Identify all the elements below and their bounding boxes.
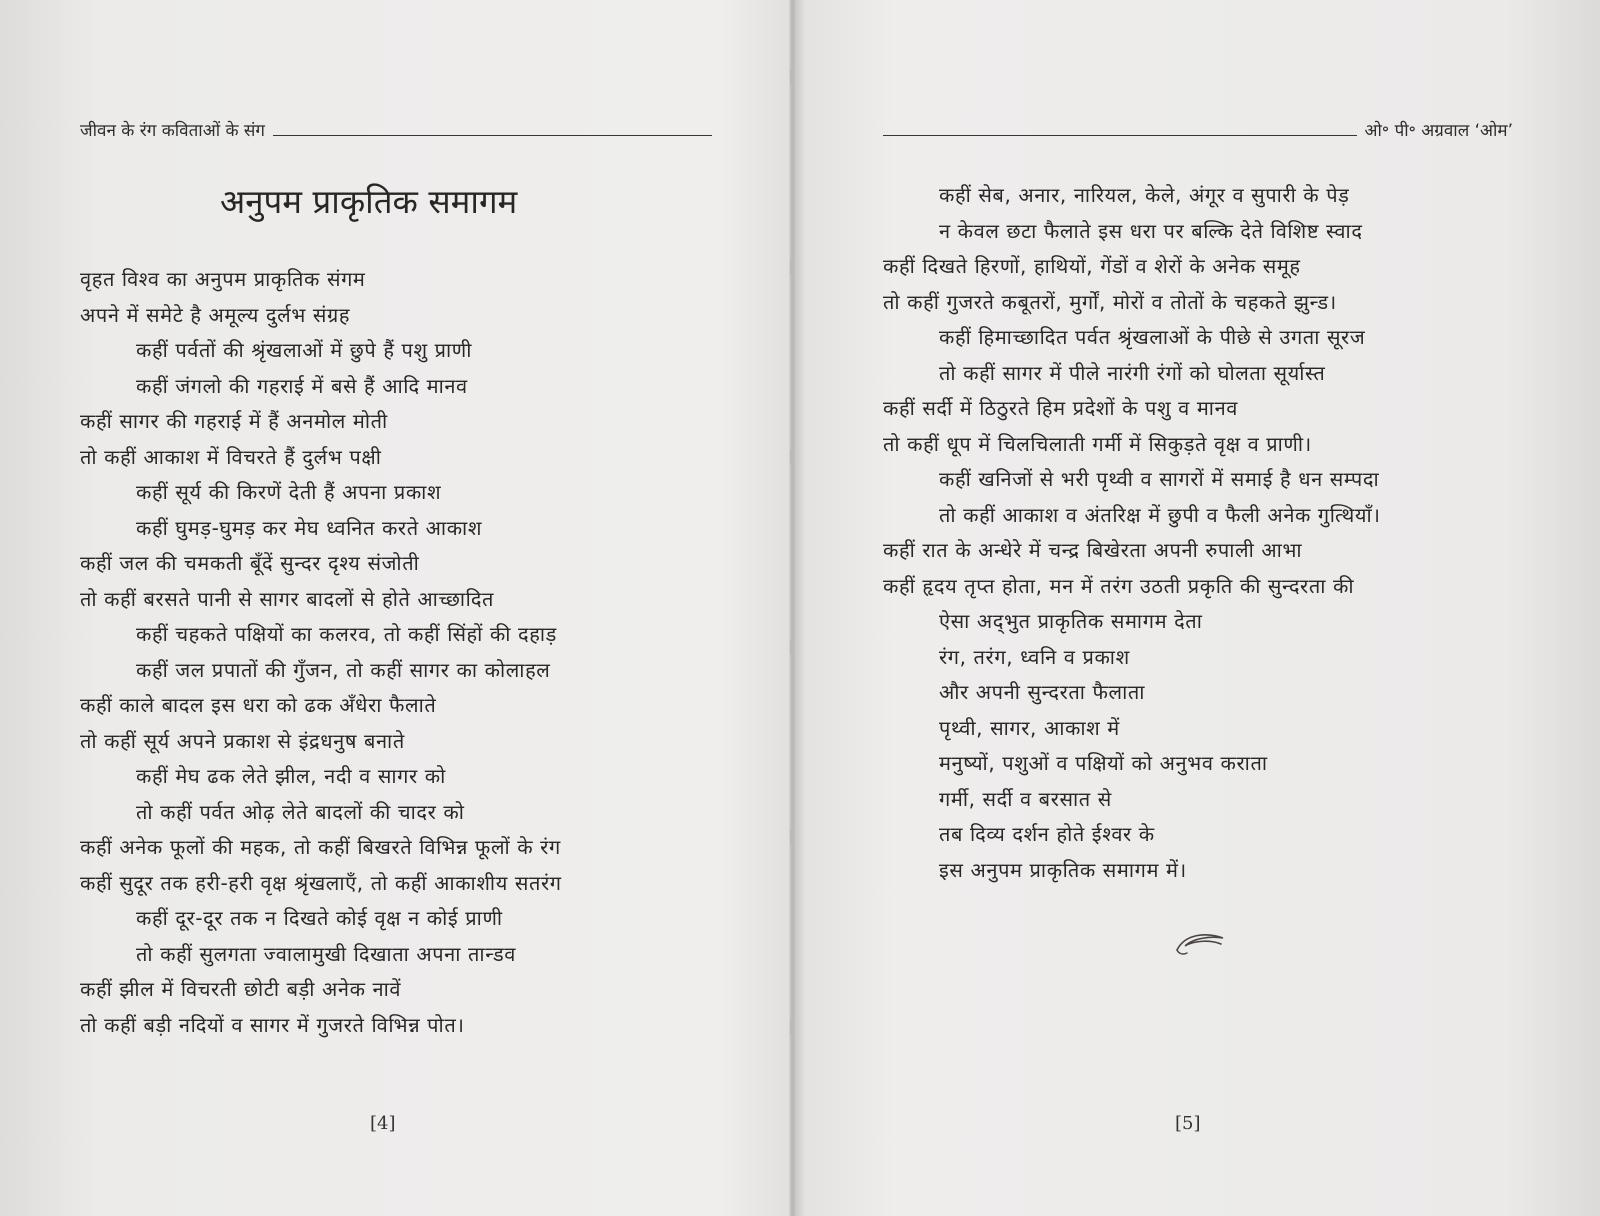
left-running-head-text: जीवन के रंग कविताओं के संग	[80, 121, 265, 141]
poem-line: कहीं हिमाच्छादित पर्वत श्रृंखलाओं के पीछे से उगता सूरज	[939, 325, 1366, 349]
poem-line: कहीं रात के अन्धेरे में चन्द्र बिखेरता अपनी रुपाली आभा	[883, 538, 1303, 562]
poem-line: कहीं जल प्रपातों की गुँजन, तो कहीं सागर का कोलाहल	[136, 657, 551, 682]
left-running-head	[80, 118, 712, 141]
poem-line: कहीं दूर-दूर तक न दिखते कोई वृक्ष न कोई प्राणी	[136, 906, 503, 930]
poem-line: तो कहीं आकाश में विचरते हैं दुर्लभ पक्षी	[80, 444, 382, 469]
left-poem-lines	[80, 262, 720, 1043]
left-page-number: [4]	[370, 1113, 396, 1134]
poem-line: तो कहीं बड़ी नदियों व सागर में गुजरते विभिन्न पोत।	[80, 1012, 465, 1037]
poem-line: तो कहीं धूप में चिलचिलाती गर्मी में सिकुड़ते वृक्ष व प्राणी।	[883, 431, 1312, 456]
header-rule	[883, 135, 1357, 136]
right-page-number: [5]	[1175, 1113, 1201, 1134]
poem-line: कहीं जल की चमकती बूँदें सुन्दर दृश्य संजोती	[80, 551, 420, 575]
poem-line: मनुष्यों, पशुओं व पक्षियों को अनुभव कराता	[939, 751, 1268, 775]
poem-line: कहीं घुमड़-घुमड़ कर मेघ ध्वनित करते आकाश	[136, 515, 483, 540]
poem-line: कहीं दिखते हिरणों, हाथियों, गेंडों व शेरों के अनेक समूह	[883, 254, 1301, 278]
binding-stitch	[790, 70, 793, 84]
poem-line: कहीं मेघ ढक लेते झील, नदी व सागर को	[136, 764, 446, 788]
poem-line: तो कहीं आकाश व अंतरिक्ष में छुपी व फैली अनेक गुत्थियाँ।	[939, 502, 1381, 527]
poem-line: और अपनी सुन्दरता फैलाता	[939, 680, 1146, 704]
poem-line: कहीं सेब, अनार, नारियल, केले, अंगूर व सुपारी के पेड़	[939, 183, 1350, 207]
right-page	[795, 0, 1600, 1216]
poem-line: कहीं खनिजों से भरी पृथ्वी व सागरों में समाई है धन सम्पदा	[939, 467, 1380, 491]
header-rule	[273, 135, 712, 136]
right-running-head-text: ओ॰ पी॰ अग्रवाल ‘ओम’	[1364, 121, 1513, 141]
poem-line: न केवल छटा फैलाते इस धरा पर बल्कि देते विशिष्ट स्वाद	[939, 218, 1363, 243]
poem-line: कहीं हृदय तृप्त होता, मन में तरंग उठती प्रकृति की सुन्दरता की	[883, 573, 1355, 598]
poem-line: पृथ्वी, सागर, आकाश में	[939, 715, 1120, 740]
poem-line: तो कहीं गुजरते कबूतरों, मुर्गों, मोरों व तोतों के चहकते झुन्ड।	[883, 289, 1337, 314]
poem-line: तो कहीं पर्वत ओढ़ लेते बादलों की चादर को	[136, 799, 465, 824]
poem-line: तो कहीं सुलगता ज्वालामुखी दिखाता अपना तान्डव	[136, 941, 516, 966]
right-running-head	[883, 118, 1513, 141]
poem-line: रंग, तरंग, ध्वनि व प्रकाश	[939, 644, 1130, 669]
poem-line: कहीं सूर्य की किरणें देती हैं अपना प्रकाश	[136, 480, 442, 504]
binding-stitch	[790, 640, 793, 654]
swash-ornament-icon	[1171, 928, 1229, 958]
right-poem-lines	[883, 178, 1523, 888]
poem-title: अनुपम प्राकृतिक समागम	[220, 182, 518, 221]
left-page	[0, 0, 790, 1216]
poem-line: कहीं काले बादल इस धरा को ढक अँधेरा फैलाते	[80, 693, 437, 717]
poem-line: कहीं झील में विचरती छोटी बड़ी अनेक नावें	[80, 977, 402, 1001]
poem-line: वृहत विश्व का अनुपम प्राकृतिक संगम	[80, 267, 366, 291]
poem-line: अपने में समेटे है अमूल्य दुर्लभ संग्रह	[80, 302, 351, 327]
binding-stitch	[790, 260, 793, 274]
binding-stitch	[790, 1020, 793, 1034]
poem-line: तो कहीं बरसते पानी से सागर बादलों से होते आच्छादित	[80, 586, 495, 611]
poem-line: कहीं अनेक फूलों की महक, तो कहीं बिखरते विभिन्न फूलों के रंग	[80, 835, 561, 859]
poem-line: तो कहीं सागर में पीले नारंगी रंगों को घोलता सूर्यास्त	[939, 360, 1326, 385]
poem-line: कहीं सागर की गहराई में हैं अनमोल मोती	[80, 409, 388, 433]
poem-line: कहीं चहकते पक्षियों का कलरव, तो कहीं सिंहों की दहाड़	[136, 622, 557, 646]
poem-line: कहीं जंगलो की गहराई में बसे हैं आदि मानव	[136, 373, 468, 398]
poem-line: तब दिव्य दर्शन होते ईश्वर के	[939, 822, 1155, 846]
poem-line: ऐसा अद्‌भुत प्राकृतिक समागम देता	[939, 609, 1203, 633]
binding-stitch	[790, 830, 793, 844]
poem-line: गर्मी, सर्दी व बरसात से	[939, 786, 1112, 811]
binding-stitch	[790, 450, 793, 464]
poem-line: कहीं पर्वतों की श्रृंखलाओं में छुपे हैं पशु प्राणी	[136, 338, 473, 362]
poem-line: कहीं सर्दी में ठिठुरते हिम प्रदेशों के पशु व मानव	[883, 396, 1238, 420]
poem-line: कहीं सुदूर तक हरी-हरी वृक्ष श्रृंखलाएँ, तो कहीं आकाशीय सतरंग	[80, 870, 562, 895]
poem-line: इस अनुपम प्राकृतिक समागम में।	[939, 857, 1187, 882]
poem-line: तो कहीं सूर्य अपने प्रकाश से इंद्रधनुष बनाते	[80, 728, 405, 753]
